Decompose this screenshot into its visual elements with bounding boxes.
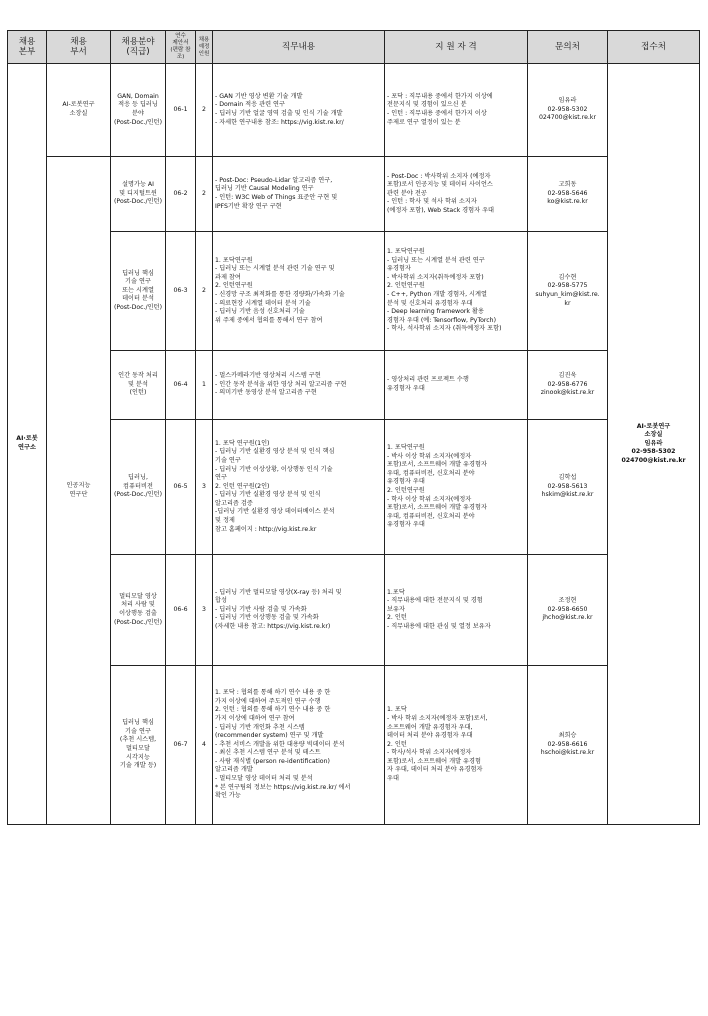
qualifications-cell: - Post-Doc : 박사학위 소지자 (예정자 포함)로서 인공지능 및 데이터 사이언스 관련 분야 전공 - 인턴 : 학사 및 석사 학위 소지자 (예정자 포함), Web Stack 경험자 우대 <box>385 157 528 232</box>
header-receipt: 접수처 <box>608 31 700 64</box>
header-code: 연수 제안서 (편람 참조) <box>166 31 196 64</box>
count-cell: 1 <box>196 351 213 420</box>
table-row <box>8 555 700 666</box>
header-contact: 문의처 <box>528 31 608 64</box>
count-cell: 2 <box>196 157 213 232</box>
contact-cell: 김학섭 02-958-5613 hskim@kist.re.kr <box>528 420 608 555</box>
table-row <box>8 666 700 825</box>
count-cell: 3 <box>196 420 213 555</box>
table-row <box>8 232 700 351</box>
field-cell: GAN, Domain 적응 등 딥러닝 분야 (Post-Doc./인턴) <box>111 64 166 157</box>
count-cell: 2 <box>196 64 213 157</box>
contact-cell: 임유라 02-958-5302 024700@kist.re.kr <box>528 64 608 157</box>
field-cell: 딥러닝 핵심 기술 연구 (추천 시스템, 멀티모달 시각지능 기술 개발 등) <box>111 666 166 825</box>
header-department: 채용 부서 <box>47 31 111 64</box>
qualifications-cell: - 포닥 : 직무내용 중에서 한가지 이상에 전문지식 및 경험이 있으신 분 - 인턴 : 직무내용 중에서 한가지 이상 주제로 연구 열정이 있는 분 <box>385 64 528 157</box>
duties-cell: - GAN 기반 영상 변환 기술 개발 - Domain 적응 관련 연구 - 딥러닝 기반 얼굴 영역 검출 및 인식 기술 개발 - 자세한 연구내용 참조: https://vig.kist.re.kr/ <box>213 64 385 157</box>
field-cell: 인간 동작 처리 및 분석 (인턴) <box>111 351 166 420</box>
qualifications-cell: 1. 포닥연구원 - 박사 이상 학위 소지자(예정자 포함)로서, 소프트웨어 개발 유경험자 우대, 컴퓨터비전, 신호처리 분야 유경험자 우대 2. 인턴연구원 - 학사 이상 학위 소지자(예정자 포함)로서, 소프트웨어 개발 유경험자 우대, 컴퓨터비전, 신호처리 분야 유경험자 우대 <box>385 420 528 555</box>
duties-cell: 1. 포닥 : 협의를 통해 하기 연수 내용 중 한 가지 이상에 대하여 주도적인 연구 수행 2. 인턴 : 협의를 통해 하기 연수 내용 중 한 가지 이상에 대하여 연구 참여 - 딥러닝 기반 개인화 추천 시스템 (recommender system) 연구 및 개발 - 추천 서비스 개발을 위한 대용량 빅데이터 분석 - 최신 추천 시스템 연구 분석 및 테스트 - 사람 재식별 (person re-identification) 알고리즘 개발 - 멀티모달 영상 데이터 처리 및 분석 * 본 연구팀의 정보는 https://vig.kist.re.kr/ 에서 확인 가능 <box>213 666 385 825</box>
code-cell: 06-5 <box>166 420 196 555</box>
contact-cell: 고희동 02-958-5646 ko@kist.re.kr <box>528 157 608 232</box>
count-cell: 2 <box>196 232 213 351</box>
qualifications-cell: 1. 포닥 - 박사 학위 소지자(예정자 포함)로서, 소프트웨어 개발 유경험자 우대, 데이터 처리 분야 유경험자 우대 2. 인턴 - 학사/석사 학위 소지자(예정자 포함)로서, 소프트웨어 개발 유경험 자 우대, 데이터 처리 분야 유경험자 우대 <box>385 666 528 825</box>
duties-cell: - Post-Doc: Pseudo-Lidar 알고리즘 연구, 딥러닝 기반 Causal Modeling 연구 - 인턴: W3C Web of Things 표준안 구현 및 IPFS기반 확장 연구 구현 <box>213 157 385 232</box>
recruitment-table <box>7 30 700 825</box>
count-cell: 3 <box>196 555 213 666</box>
code-cell: 06-1 <box>166 64 196 157</box>
code-cell: 06-2 <box>166 157 196 232</box>
field-cell: 멀티모달 영상 처리 사람 및 이상행동 검출 (Post-Doc./인턴) <box>111 555 166 666</box>
contact-cell: 김수현 02-958-5775 suhyun_kim@kist.re. kr <box>528 232 608 351</box>
header-division: 채용 본부 <box>8 31 47 64</box>
code-cell: 06-3 <box>166 232 196 351</box>
field-cell: 딥러닝 핵심 기술 연구 또는 시계열 데이터 분석 (Post-Doc./인턴) <box>111 232 166 351</box>
code-cell: 06-7 <box>166 666 196 825</box>
table-row <box>8 420 700 555</box>
receipt-cell: AI-로봇연구 소장실 임유라 02-958-5302 024700@kist.re.kr <box>608 64 700 825</box>
code-cell: 06-6 <box>166 555 196 666</box>
contact-cell: 최희승 02-958-6616 hschoi@kist.re.kr <box>528 666 608 825</box>
table-row <box>8 351 700 420</box>
qualifications-cell: 1. 포닥연구원 - 딥러닝 또는 시계열 분석 관련 연구 유경험자 - 박사학위 소지자(취득예정자 포함) 2. 인턴연구원 - C++, Python 개발 경험자, 시계열 분석 및 신호처리 유경험자 우대 - Deep learning framework 활용 경험자 우대 (예: Tensorflow, PyTorch) - 학사, 석사학위 소지자 (취득예정자 포함) <box>385 232 528 351</box>
duties-cell: - 딥러닝 기반 멀티모달 영상(X-ray 등) 처리 및 합성 - 딥러닝 기반 사람 검출 및 가속화 - 딥러닝 기반 이상행동 검출 및 가속화 (자세한 내용 참고: https://vig.kist.re.kr) <box>213 555 385 666</box>
duties-cell: 1. 포닥 연구원(1인) - 딥러닝 기반 실환경 영상 분석 및 인식 핵심 기술 연구 - 딥러닝 기반 이상상황, 이상행동 인식 기술 연구 2. 인턴 연구원(2인) - 딥러닝 기반 실환경 영상 분석 및 인식 알고리즘 검증 -딥러닝 기반 실환경 영상 데이터베이스 분석 및 정제 참고 홈페이지 : http://vig.kist.re.kr <box>213 420 385 555</box>
code-cell: 06-4 <box>166 351 196 420</box>
table-row <box>8 64 700 157</box>
header-qualifications: 지 원 자 격 <box>385 31 528 64</box>
duties-cell: - 멀스카메라기반 영상처리 시스템 구현 - 인간 동작 분석을 위한 영상 처리 알고리즘 구현 - 의미기반 동영상 분석 알고리즘 구현 <box>213 351 385 420</box>
header-duties: 직무내용 <box>213 31 385 64</box>
header-row <box>8 31 700 64</box>
department-cell: 인공지능 연구단 <box>47 157 111 825</box>
department-cell: AI-로봇연구 소장실 <box>47 64 111 157</box>
field-cell: 설명가능 AI 및 디지털트윈 (Post-Doc./인턴) <box>111 157 166 232</box>
header-field: 채용분야 (직급) <box>111 31 166 64</box>
field-cell: 딥러닝, 컴퓨터비전 (Post-Doc./인턴) <box>111 420 166 555</box>
contact-cell: 김진욱 02-958-6776 zinook@kist.re.kr <box>528 351 608 420</box>
qualifications-cell: - 영상처리 관련 프로젝트 수행 유경험자 우대 <box>385 351 528 420</box>
qualifications-cell: 1.포닥 - 직무내용에 대한 전문지식 및 경험 보유자 2. 인턴 - 직무내용에 대한 관심 및 열정 보유자 <box>385 555 528 666</box>
count-cell: 4 <box>196 666 213 825</box>
table-row <box>8 157 700 232</box>
duties-cell: 1. 포닥연구원 - 딥러닝 또는 시계열 분석 관련 기술 연구 및 과제 참여 2. 인턴연구원 - 신경망 구조 최적화를 통한 경량화/가속화 기술 - 의료현장 시계열 데이터 분석 기술 - 딥러닝 기반 음성 신호처리 기술 위 주제 중에서 협의를 통해서 연구 참여 <box>213 232 385 351</box>
division-cell: AI·로봇 연구소 <box>8 64 47 825</box>
header-count: 채용 예정 인원 <box>196 31 213 64</box>
contact-cell: 조정현 02-958-6650 jhcho@kist.re.kr <box>528 555 608 666</box>
